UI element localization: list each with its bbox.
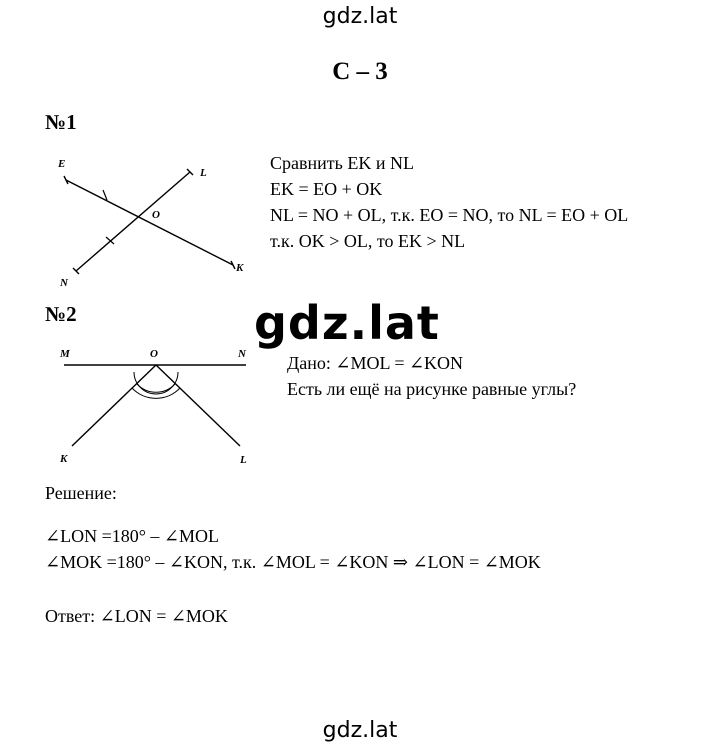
page-title: С – 3 (332, 58, 388, 85)
arc-mol (137, 384, 175, 392)
task1-line: NL = NO + OL, т.к. EO = NO, то NL = EO + OL (270, 205, 629, 225)
watermark-top: gdz.lat (322, 4, 398, 29)
label-k2: K (60, 453, 68, 465)
task2-solution-line: ∠LON =180° – ∠MOL (45, 526, 220, 546)
label-n2: N (238, 348, 246, 360)
task2-answer: Ответ: ∠LON = ∠MOK (45, 606, 228, 626)
label-o2: O (150, 348, 158, 360)
task2-question: Есть ли ещё на рисунке равные углы? (287, 379, 577, 399)
segment-ek (66, 180, 233, 265)
label-m: M (60, 348, 70, 360)
segment-nl (76, 172, 190, 271)
task2-solution (45, 523, 541, 575)
label-l2: L (240, 454, 247, 466)
task2-condition (287, 350, 576, 402)
task2-solution-line: ∠MOK =180° – ∠KON, т.к. ∠MOL = ∠KON ⇒ ∠LON = ∠MOK (45, 552, 541, 572)
task2-number: №2 (45, 302, 77, 326)
task1-line: EK = EO + OK (270, 179, 383, 199)
task2-figure (50, 340, 260, 470)
label-l: L (200, 167, 207, 179)
label-e: E (58, 158, 66, 170)
task1-line: Сравнить EK и NL (270, 153, 414, 173)
task1-number: №1 (45, 110, 77, 134)
task1-figure (50, 150, 260, 295)
arc-kon (132, 388, 180, 398)
task1-solution (270, 150, 628, 254)
ray-ol (156, 365, 240, 446)
watermark-middle: gdz.lat (254, 296, 440, 350)
label-k: K (236, 262, 244, 274)
task2-given: Дано: ∠MOL = ∠KON (287, 353, 464, 373)
label-n: N (60, 277, 68, 289)
task1-line: т.к. OK > OL, то EK > NL (270, 231, 466, 251)
task2-solution-label: Решение: (45, 483, 117, 503)
arc-mol-inner (134, 372, 178, 394)
tick-no (106, 237, 114, 244)
label-o: O (152, 209, 160, 221)
ray-ok (72, 365, 156, 446)
watermark-bottom: gdz.lat (322, 718, 398, 743)
